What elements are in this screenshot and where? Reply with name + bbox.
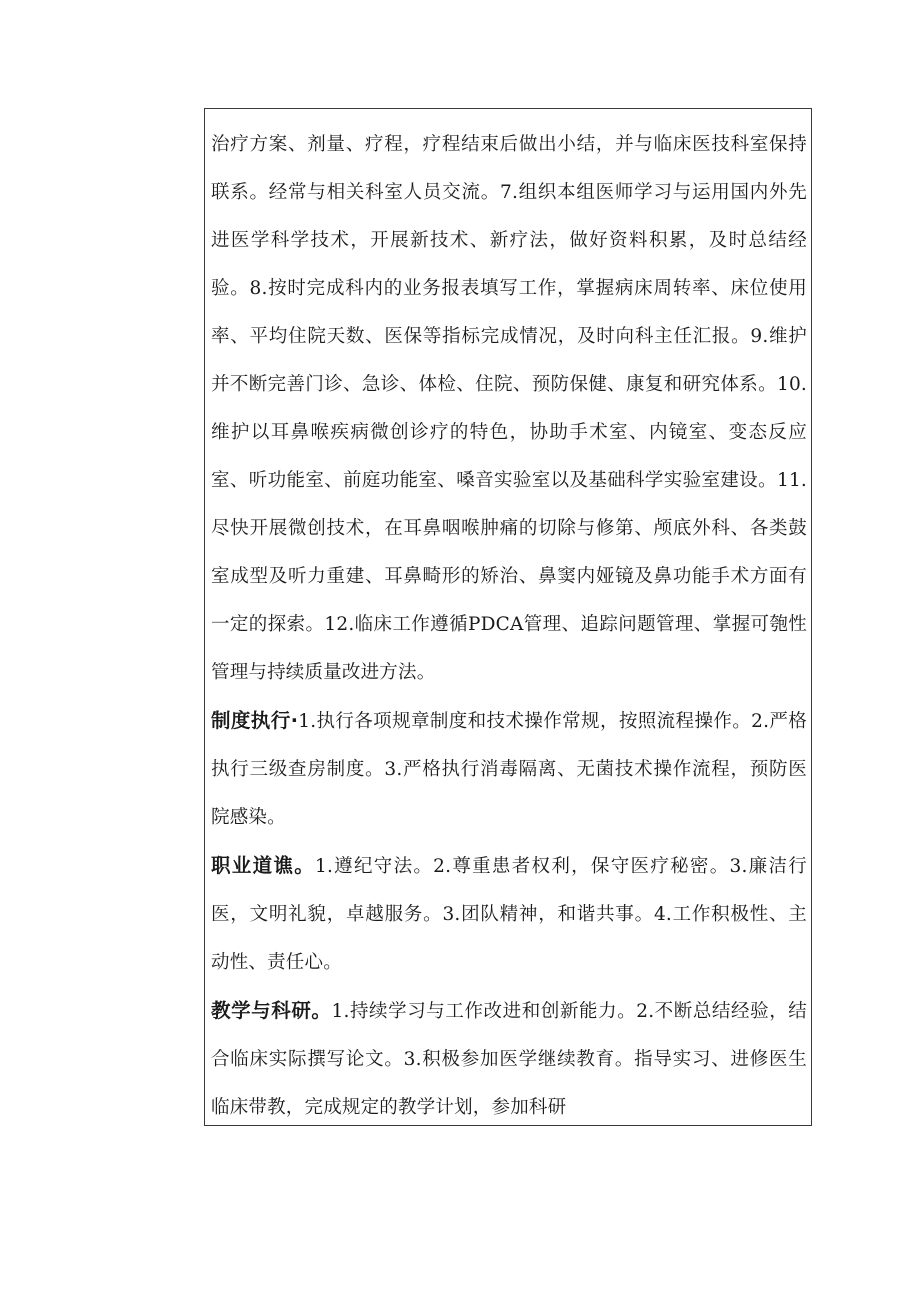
section-teaching-research	[211, 987, 807, 1132]
section-heading-teaching-research: 教学与科研。	[211, 999, 332, 1022]
duties-continuation-paragraph: 治疗方案、剂量、疗程，疗程结束后做出小结，并与临床医技科室保持联系。经常与相关科室人员交流。7.组织本组医师学习与运用国内外先进医学科学技术，开展新技术、新疗法，做好资料积累，及时总结经验。8.按时完成科内的业务报表填写工作，掌握病床周转率、床位使用率、平均住院天数、医保等指标完成情况，及时向科主任汇报。9.维护并不断完善门诊、急诊、体检、住院、预防保健、康复和研究体系。10.维护以耳鼻喉疾病微创诊疗的特色，协助手术室、内镜室、变态反应室、听功能室、前庭功能室、嗓音实验室以及基础科学实验室建设。11.尽快开展微创技术，在耳鼻咽喉肿痛的切除与修第、颅底外科、各类鼓室成型及听力重建、耳鼻畸形的矫治、鼻窦内娅镜及鼻功能手术方面有一定的探索。12.临床工作遵循PDCA管理、追踪问题管理、掌握可匏性管理与持续质量改进方法。	[211, 134, 807, 683]
section-heading-professional-ethics: 职业道谯。	[211, 854, 316, 877]
section-body-professional-ethics: 1.遵纪守法。2.尊重患者权利，保守医疗秘密。3.廉洁行医，文明礼貌，卓越服务。3.团队精神，和谐共事。4.工作积极性、主动性、责任心。	[211, 856, 807, 973]
section-rule-execution	[211, 697, 807, 842]
section-body-rule-execution: 1.执行各项规章制度和技术操作常规，按照流程操作。2.严格执行三级查房制度。3.严格执行消毒隔离、无菌技术操作流程，预防医院感染。	[211, 711, 807, 828]
section-body-teaching-research: 1.持续学习与工作改进和创新能力。2.不断总结经验，结合临床实际撰写论文。3.积极参加医学继续教育。指导实习、进修医生临床带教，完成规定的教学计划，参加科研	[211, 1001, 807, 1118]
section-heading-rule-execution: 制度执行·	[211, 709, 299, 732]
section-professional-ethics	[211, 842, 807, 987]
duties-text-box	[204, 108, 812, 1126]
